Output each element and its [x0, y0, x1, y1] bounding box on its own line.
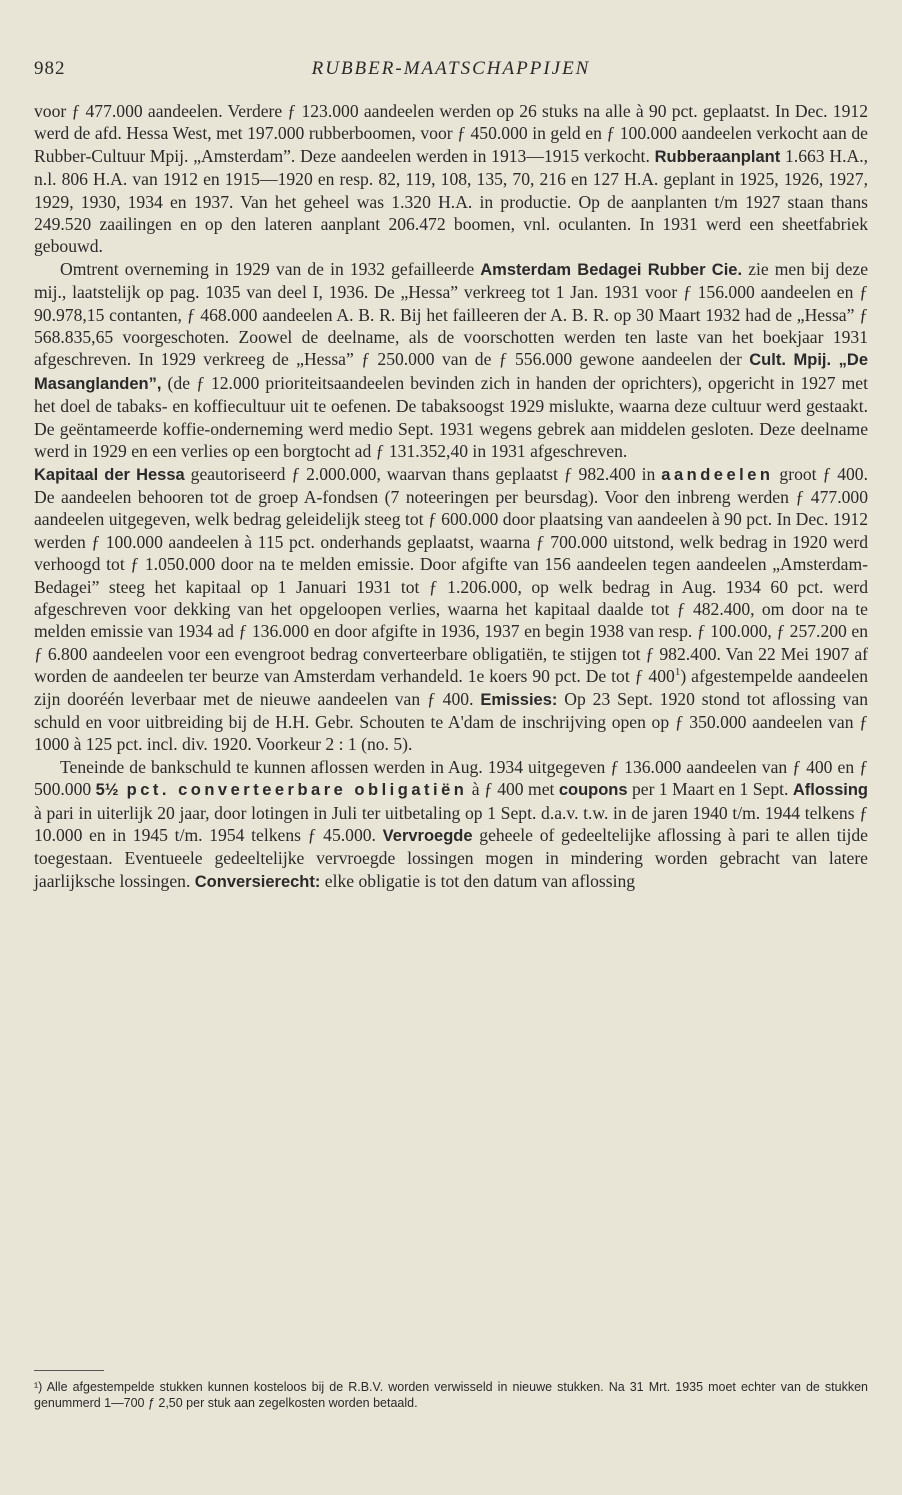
paragraph-amsterdam-bedagei: [34, 258, 868, 463]
running-title: RUBBER-MAATSCHAPPIJEN: [311, 58, 591, 79]
text-run: Omtrent overneming in 1929 van de in 1932 gefailleerde: [60, 258, 481, 279]
text-run: groot ƒ 400. De aandeelen behooren tot de groep A-fondsen (7 noteeringen per beursdag). Voor den inbreng werden ƒ 477.000 aandeelen uitgegeven, welk bedrag geleidelijk steeg tot ƒ 600.000 door plaatsing van aandeelen à 90 pct. In Dec. 1912 werden ƒ 100.000 aandeelen à 115 pct. onderhands geplaatst, waarna ƒ 700.000 uitstond, welk bedrag in 1920 werd verhoogd tot ƒ 1.050.000 door na te melden emissie. Door afgifte van 156 aandeelen tegen aandeelen „Amsterdam-Bedagei” steeg het kapitaal op 1 Januari 1931 tot ƒ 1.206.000, op welk bedrag in Aug. 1934 60 pct. werd afgeschreven voor dekking van het opgeloopen verlies, waarna het kapitaal daalde tot ƒ 482.400, om door na te melden emissie van 1934 ad ƒ 136.000 en door afgifte in 1936, 1937 en begin 1938 van resp. ƒ 100.000, ƒ 257.200 en ƒ 6.800 aandeelen voor een evengroot bedrag converteerbare obligatiën, te stijgen tot ƒ 982.400. Van 22 Mei 1907 af worden de aandeelen ter beurze van Amsterdam verhandeld. 1e koers 90 pct. De tot ƒ 400: [34, 463, 868, 687]
heading-coupons: coupons: [558, 781, 628, 800]
page-number: 982: [34, 58, 66, 79]
paragraph-hessa-history: [34, 100, 868, 258]
text-run: per 1 Maart en 1 Sept.: [627, 779, 793, 800]
heading-amsterdam-bedagei: Amsterdam Bedagei Rubber Cie.: [480, 260, 743, 279]
footnote: [34, 1380, 868, 1411]
footnote-rule: [34, 1370, 104, 1371]
text-run: geautoriseerd ƒ 2.000.000, waarvan thans geplaatst ƒ 982.400 in: [184, 463, 662, 484]
text-run: geheele of gedeeltelijke aflossing à pari te allen tijde toegestaan. Eventueele gedeeltelijke vervroegde lossingen mogen in mindering worden gebracht van latere jaarlijksche lossingen.: [34, 825, 868, 891]
footnote-reference: 1: [674, 666, 681, 679]
text-run: Teneinde de bankschuld te kunnen aflossen werden in Aug. 1934 uitgegeven ƒ 136.000 aandeelen van ƒ 400 en ƒ 500.000: [34, 756, 868, 800]
body-text: [34, 100, 868, 893]
footnote-text: Alle afgestempelde stukken kunnen kosteloos bij de R.B.V. worden verwisseld in nieuwe stukken. Na 31 Mrt. 1935 moet echter van de stukken genummerd 1—700 ƒ 2,50 per stuk aan zegelkosten worden betaald.: [34, 1380, 868, 1410]
spaced-aandeelen: aandeelen: [661, 465, 774, 484]
paragraph-obligaties: [34, 756, 868, 893]
heading-rubberaanplant: Rubberaanplant: [654, 147, 781, 166]
footnote-marker: ¹): [34, 1380, 43, 1394]
rate-5-half: 5½: [95, 781, 119, 800]
text-run: 1.663 H.A., n.l. 806 H.A. van 1912 en 1915—1920 en resp. 82, 119, 108, 135, 70, 216 en 127 H.A. geplant in 1925, 1926, 1927, 1929, 1930, 1934 en 1937. Van het geheel was 1.320 H.A. in productie. Op de aanplanten t/m 1927 staan thans 249.520 zaailingen en op den lateren aanplant 206.472 boomen, vnl. oculanten. In 1931 werd een sheetfabriek gebouwd.: [34, 145, 868, 257]
paragraph-kapitaal: [34, 463, 868, 756]
heading-masanglanden: Cult. Mpij. „De Masanglanden”,: [34, 351, 868, 393]
spaced-converteerbare-obligatien: pct. converteerbare obligatiën: [118, 781, 468, 800]
text-run: elke obligatie is tot den datum van aflossing: [320, 870, 636, 891]
text-run: ) afgestempelde aandeelen zijn dooréén leverbaar met de nieuwe aandeelen van ƒ 400.: [34, 666, 868, 709]
heading-vervroegde: Vervroegde: [382, 827, 473, 845]
text-run: Op 23 Sept. 1920 stond tot aflossing van schuld en voor uitbreiding bij de H.H. Gebr. Schouten te A'dam de inschrijving open op ƒ 350.000 aandeelen van ƒ 1000 à 125 pct. incl. div. 1920. Voorkeur 2 : 1 (no. 5).: [34, 688, 869, 755]
text-run: à pari in uiterlijk 20 jaar, door lotingen in Juli ter uitbetaling op 1 Sept. d.a.v. t.w. in de jaren 1940 t/m. 1944 telkens ƒ 10.000 en in 1945 t/m. 1954 telkens ƒ 45.000.: [34, 802, 868, 845]
heading-emissies: Emissies:: [480, 690, 558, 709]
text-run: zie men bij deze mij., laatstelijk op pag. 1035 van deel I, 1936. De „Hessa” verkreeg tot 1 Jan. 1931 voor ƒ 156.000 aandeelen en ƒ 90.978,15 contanten, ƒ 468.000 aandeelen A. B. R. Bij het failleeren der A. B. R. op 30 Maart 1932 had de „Hessa” ƒ 568.835,65 voorgeschoten. Zoowel de deelname, als de voorschotten werden ten laste van het boekjaar 1931 afgeschreven. In 1929 verkreeg de „Hessa” ƒ 250.000 van de ƒ 556.000 gewone aandeelen der: [34, 258, 869, 370]
text-run: voor ƒ 477.000 aandeelen. Verdere ƒ 123.000 aandeelen werden op 26 stuks na alle à 90 pct. geplaatst. In Dec. 1912 werd de afd. Hessa West, met 197.000 rubberboomen, voor ƒ 450.000 in geld en ƒ 100.000 aandeelen verkocht aan de Rubber-Cultuur Mpij. „Amsterdam”. Deze aandeelen werden in 1913—1915 verkocht.: [34, 101, 868, 166]
text-run: (de ƒ 12.000 prioriteitsaandeelen bevinden zich in handen der oprichters), opgericht in 1927 met het doel de tabaks- en koffiecultuur uit te oefenen. De tabaksoogst 1929 mislukte, waarna deze cultuur werd gestaakt. De geëntameerde koffie-onderneming werd medio Sept. 1931 wegens gebrek aan middelen gesloten. Deze deelname werd in 1929 en een verlies op een borgtocht ad ƒ 131.352,40 in 1931 afgeschreven.: [34, 372, 868, 462]
page-header: [34, 58, 868, 88]
heading-aflossing: Aflossing: [792, 781, 869, 800]
text-run: à ƒ 400 met: [467, 779, 559, 800]
heading-kapitaal: Kapitaal der Hessa: [34, 465, 185, 484]
heading-conversierecht: Conversierecht:: [194, 872, 321, 891]
